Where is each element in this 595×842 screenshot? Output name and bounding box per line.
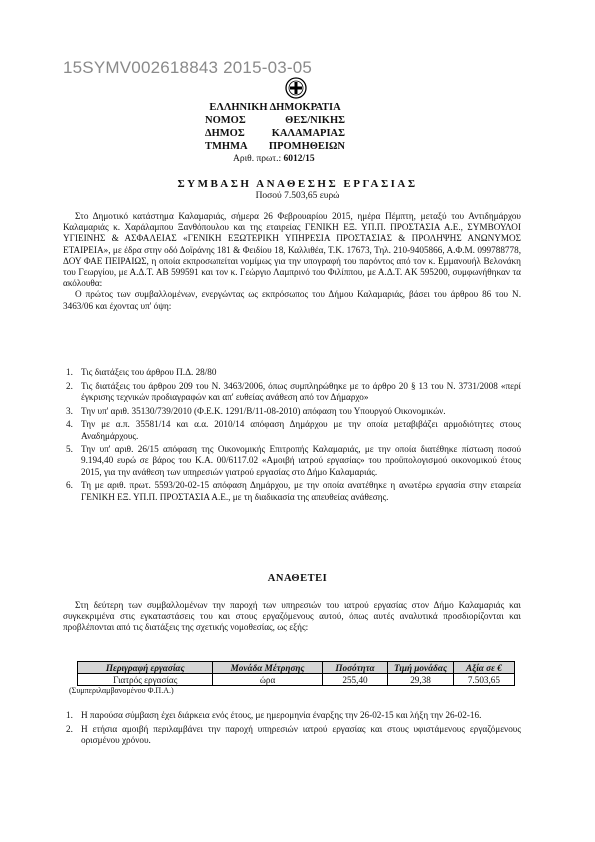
list-item: 4. Την με α.π. 35581/14 και α.α. 2010/14 απόφαση Δημάρχου με την οποία μεταβιβάζει αρμοδιότητες στους Αναδημάρχους. [66, 419, 521, 441]
letterhead [0, 101, 595, 153]
terms-list [63, 710, 521, 749]
protocol-number [233, 154, 315, 164]
table-row [78, 674, 515, 686]
column-header: Τιμή μονάδας [388, 662, 454, 674]
table-cell: 255,40 [322, 674, 388, 686]
department-label: ΤΜΗΜΑ [205, 141, 248, 152]
services-table [77, 661, 515, 686]
list-item: 3. Την υπ' αριθ. 35130/739/2010 (Φ.Ε.Κ. 1291/Β/11-08-2010) απόφαση του Υπουργού Οικονομικών. [66, 405, 446, 416]
table-cell: 7.503,65 [453, 674, 514, 686]
considerations-list [63, 367, 521, 505]
list-item: 1. Η παρούσα σύμβαση έχει διάρκεια ενός έτους, με ημερομηνία έναρξης την 26-02-15 και λήξη την 26-02-16. [66, 710, 482, 720]
column-header: Περιγραφή εργασίας [78, 662, 213, 674]
document-reference-code: 15SYMV002618843 2015-03-05 [63, 58, 313, 77]
department-value: ΠΡΟΜΗΘΕΙΩΝ [268, 141, 345, 152]
contract-amount: Ποσού 7.503,65 ευρώ [255, 191, 340, 201]
list-item: 2. Η ετήσια αμοιβή περιλαμβάνει την παροχή υπηρεσιών ιατρού εργασίας και στους υφιστάμενους εργαζόμενους ορισμένου χρόνου. [66, 723, 521, 745]
representative-paragraph: Ο πρώτος των συμβαλλομένων, ενεργώντας ως εκπρόσωπος του Δήμου Καλαμαριάς, βάσει του άρθρου 86 του Ν. 3463/06 και έχοντας υπ' όψη: [63, 289, 521, 311]
prefecture-label: ΝΟΜΟΣ [205, 115, 246, 126]
vat-note: (Συμπεριλαμβανομένου Φ.Π.Α.) [69, 686, 174, 695]
intro-section [63, 211, 521, 312]
column-header: Ποσότητα [322, 662, 388, 674]
document-title: ΣΥΜΒΑΣΗ ΑΝΑΘΕΣΗΣ ΕΡΓΑΣΙΑΣ [177, 178, 418, 190]
intro-paragraph: Στο Δημοτικό κατάστημα Καλαμαριάς, σήμερα 26 Φεβρουαρίου 2015, ημέρα Πέμπτη, μεταξύ του Αντιδημάρχου Καλαμαριάς κ. Χαράλαμπου Ξανθόπουλου και της εταιρείας ΓΕΝΙΚΗ ΕΞ. ΥΠ.Π. ΠΡΟΣΤΑΣΙΑ Α.Ε., ΣΥΜΒΟΥΛΟΙ ΥΓΙΕΙΝΗΣ & ΑΣΦΑΛΕΙΑΣ «ΓΕΝΙΚΗ ΕΞΩΤΕΡΙΚΗ ΥΠΗΡΕΣΙΑ ΠΡΟΣΤΑΣΙΑΣ & ΠΡΟΛΗΨΗΣ ΑΝΩΝΥΜΟΣ ΕΤΑΙΡΕΙΑ», με έδρα στην οδό Δοϊράνης 181 & Φειδίου 18, Καλλιθέα, Τ.Κ. 17673, Τηλ. 210-9405866, Α.Φ.Μ. 099788778, ΔΟΥ ΦΑΕ ΠΕΙΡΑΙΩΣ, η οποία εκπροσωπείται νομίμως για την υπογραφή του παρόντος από τον κ. Εμμανουήλ Βελονάκη του Γεωργίου, με Α.Δ.Τ. ΑΒ 599591 και τον κ. Γεώργιο Λαμπρινό του Φιλίππου, με Α.Δ.Τ. ΑΚ 595200, συμφωνήθηκαν τα ακόλουθα: [63, 211, 521, 289]
municipality-value: ΚΑΛΑΜΑΡΙΑΣ [271, 128, 345, 139]
greek-emblem-icon [285, 77, 307, 99]
table-header-row [78, 662, 515, 674]
award-section [63, 600, 521, 634]
country-heading: ΕΛΛΗΝΙΚΗ ΔΗΜΟΚΡΑΤΙΑ [209, 102, 341, 113]
list-item: 2. Τις διατάξεις του άρθρου 209 του Ν. 3463/2006, όπως συμπληρώθηκε με το άρθρο 20 § 13 του Ν. 3731/2008 «περί έγκρισης τεχνικών προδιαγραφών και απ' ευθείας ανάθεση από τον Δήμαρχο» [66, 380, 521, 402]
award-heading: ΑΝΑΘΕΤΕΙ [267, 573, 328, 584]
prefecture-value: ΘΕΣ/ΝΙΚΗΣ [285, 115, 345, 126]
municipality-label: ΔΗΜΟΣ [205, 128, 245, 139]
list-item: 6. Τη με αριθ. πρωτ. 5593/20-02-15 απόφαση Δημάρχου, με την οποία ανατέθηκε η ανωτέρω εργασία στην εταιρεία ΓΕΝΙΚΗ ΕΞ. ΥΠ.Π. ΠΡΟΣΤΑΣΙΑ Α.Ε., με τη διαδικασία της απευθείας ανάθεσης. [66, 480, 521, 502]
list-item: 5. Την υπ' αριθ. 26/15 απόφαση της Οικονομικής Επιτροπής Καλαμαριάς, με την οποία διατέθηκε πίστωση ποσού 9.194,40 ευρώ σε βάρος του Κ.Α. 00/6117.02 «Αμοιβή ιατρού εργασίας» του προϋπολογισμού οικονομικού έτους 2015, για την ανάθεση των υπηρεσιών γιατρού εργασίας στο Δήμο Καλαμαριάς. [66, 444, 521, 477]
table-cell: 29,38 [388, 674, 454, 686]
list-item: 1. Τις διατάξεις του άρθρου Π.Δ. 28/80 [66, 367, 217, 377]
protocol-value: 6012/15 [283, 154, 315, 164]
protocol-label: Αριθ. πρωτ.: [233, 154, 282, 164]
award-paragraph: Στη δεύτερη των συμβαλλομένων την παροχή των υπηρεσιών του ιατρού εργασίας στον Δήμο Καλαμαριάς και συγκεκριμένα στις εγκαταστάσεις του και στους εργαζόμενους αυτού, όπως αυτές αναλυτικά προσδιορίζονται και προβλέπονται από τις διατάξεις της σχετικής νομοθεσίας, ως εξής: [63, 600, 521, 633]
table-cell: ώρα [213, 674, 322, 686]
column-header: Μονάδα Μέτρησης [213, 662, 322, 674]
table-cell: Γιατρός εργασίας [78, 674, 213, 686]
column-header: Αξία σε € [453, 662, 514, 674]
